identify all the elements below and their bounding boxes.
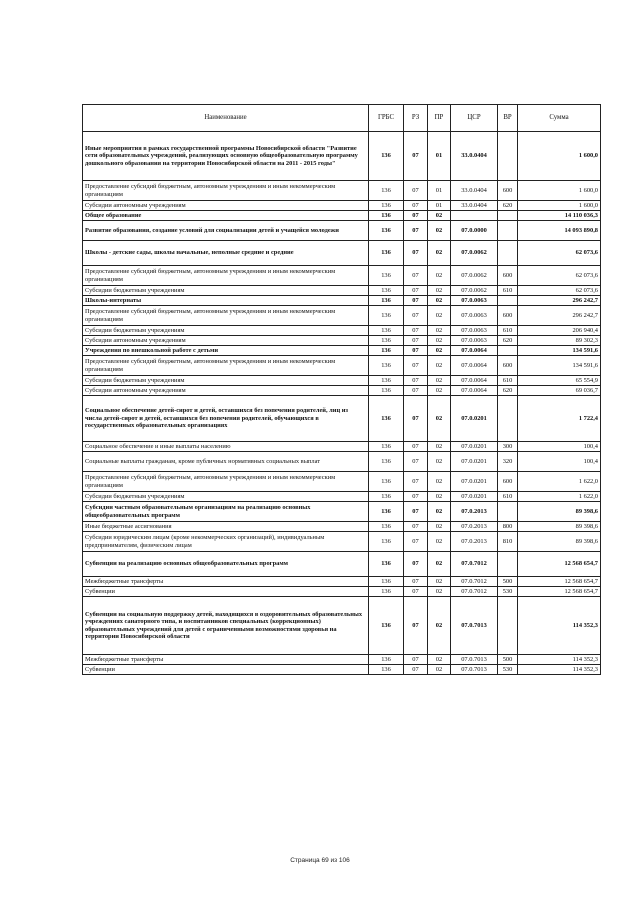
cell-csr: 07.0.0063 [451,326,498,336]
cell-sum: 1 600,0 [518,201,601,211]
cell-pr: 02 [428,211,451,221]
cell-rz: 07 [404,396,428,442]
cell-sum: 14 093 890,8 [518,221,601,241]
cell-sum: 14 110 036,3 [518,211,601,221]
cell-name: Предоставление субсидий бюджетным, автономным учреждениям и иным некоммерческим организациям [83,472,369,492]
cell-csr: 07.0.0063 [451,336,498,346]
cell-name: Предоставление субсидий бюджетным, автономным учреждениям и иным некоммерческим организациям [83,181,369,201]
cell-pr: 02 [428,492,451,502]
cell-pr: 02 [428,552,451,577]
cell-vr: 620 [498,201,518,211]
table-row [83,336,601,346]
table-row [83,597,601,655]
cell-vr: 530 [498,665,518,675]
cell-rz: 07 [404,241,428,266]
cell-grbs: 136 [369,502,404,522]
table-row [83,221,601,241]
cell-sum: 134 591,6 [518,346,601,356]
cell-rz: 07 [404,665,428,675]
cell-grbs: 136 [369,132,404,181]
cell-rz: 07 [404,552,428,577]
cell-name: Субсидии автономным учреждениям [83,201,369,211]
cell-csr: 07.0.7012 [451,552,498,577]
cell-grbs: 136 [369,346,404,356]
cell-sum: 296 242,7 [518,296,601,306]
table-row [83,492,601,502]
cell-csr: 07.0.2013 [451,502,498,522]
cell-sum: 296 242,7 [518,306,601,326]
cell-rz: 07 [404,522,428,532]
cell-rz: 07 [404,587,428,597]
cell-csr: 07.0.0064 [451,356,498,376]
cell-grbs: 136 [369,356,404,376]
table-row [83,587,601,597]
cell-pr: 02 [428,522,451,532]
cell-vr [498,396,518,442]
table-row [83,452,601,472]
table-row [83,286,601,296]
table-row [83,356,601,376]
cell-name: Субсидии бюджетным учреждениям [83,376,369,386]
header-grbs: ГРБС [369,105,404,132]
cell-name: Субсидии бюджетным учреждениям [83,326,369,336]
cell-pr: 02 [428,296,451,306]
cell-name: Субвенции [83,665,369,675]
cell-sum: 1 622,0 [518,472,601,492]
cell-name: Межбюджетные трансферты [83,655,369,665]
cell-csr: 07.0.7012 [451,577,498,587]
cell-grbs: 136 [369,326,404,336]
cell-name: Субвенции [83,587,369,597]
cell-csr: 07.0.0201 [451,396,498,442]
cell-rz: 07 [404,532,428,552]
cell-csr: 07.0.2013 [451,532,498,552]
table-row [83,396,601,442]
header-pr: ПР [428,105,451,132]
cell-pr: 01 [428,181,451,201]
cell-name: Предоставление субсидий бюджетным, автономным учреждениям и иным некоммерческим организациям [83,356,369,376]
cell-grbs: 136 [369,201,404,211]
cell-sum: 12 568 654,7 [518,552,601,577]
header-name: Наименование [83,105,369,132]
cell-vr [498,346,518,356]
budget-table [82,104,601,675]
header-csr: ЦСР [451,105,498,132]
cell-grbs: 136 [369,665,404,675]
cell-vr: 610 [498,326,518,336]
cell-rz: 07 [404,336,428,346]
cell-csr [451,211,498,221]
cell-pr: 02 [428,221,451,241]
cell-rz: 07 [404,452,428,472]
table-row [83,181,601,201]
table-row [83,266,601,286]
cell-name: Субсидии юридическим лицам (кроме некоммерческих организаций), индивидуальным предпринимателям, физическим лицам [83,532,369,552]
table-row [83,532,601,552]
cell-grbs: 136 [369,296,404,306]
table-row [83,211,601,221]
table-row [83,552,601,577]
cell-pr: 02 [428,286,451,296]
cell-sum: 12 568 654,7 [518,577,601,587]
cell-sum: 100,4 [518,452,601,472]
cell-grbs: 136 [369,597,404,655]
header-vr: ВР [498,105,518,132]
cell-vr: 500 [498,577,518,587]
cell-pr: 02 [428,386,451,396]
cell-csr: 07.0.7013 [451,655,498,665]
cell-grbs: 136 [369,587,404,597]
cell-sum: 62 073,6 [518,286,601,296]
cell-csr: 07.0.0064 [451,386,498,396]
cell-csr: 33.0.0404 [451,132,498,181]
cell-sum: 1 600,0 [518,132,601,181]
cell-rz: 07 [404,306,428,326]
cell-vr: 800 [498,522,518,532]
cell-grbs: 136 [369,452,404,472]
cell-csr: 07.0.0062 [451,241,498,266]
cell-name: Межбюджетные трансферты [83,577,369,587]
cell-sum: 89 398,6 [518,502,601,522]
cell-rz: 07 [404,326,428,336]
cell-pr: 02 [428,346,451,356]
cell-csr: 07.0.0062 [451,266,498,286]
cell-sum: 62 073,6 [518,266,601,286]
table-row [83,472,601,492]
cell-name: Субвенции на реализацию основных общеобразовательных программ [83,552,369,577]
cell-csr: 07.0.0062 [451,286,498,296]
cell-rz: 07 [404,266,428,286]
cell-pr: 02 [428,502,451,522]
cell-rz: 07 [404,442,428,452]
table-row [83,386,601,396]
cell-csr: 07.0.0064 [451,346,498,356]
cell-name: Развитие образования, создание условий для социализации детей и учащейся молодежи [83,221,369,241]
cell-name: Школы - детские сады, школы начальные, неполные средние и средние [83,241,369,266]
cell-grbs: 136 [369,396,404,442]
cell-grbs: 136 [369,336,404,346]
cell-pr: 02 [428,326,451,336]
cell-rz: 07 [404,211,428,221]
cell-pr: 01 [428,132,451,181]
cell-pr: 02 [428,665,451,675]
cell-name: Субсидии автономным учреждениям [83,336,369,346]
cell-vr: 620 [498,336,518,346]
cell-vr: 300 [498,442,518,452]
cell-vr: 600 [498,266,518,286]
cell-name: Общее образование [83,211,369,221]
cell-csr: 33.0.0404 [451,201,498,211]
cell-pr: 02 [428,396,451,442]
cell-grbs: 136 [369,211,404,221]
cell-pr: 02 [428,655,451,665]
cell-vr [498,211,518,221]
cell-name: Учреждения по внешкольной работе с детьми [83,346,369,356]
cell-name: Субсидии частным образовательным организациям на реализацию основных общеобразовательных программ [83,502,369,522]
table-row [83,502,601,522]
cell-vr: 610 [498,286,518,296]
cell-sum: 206 940,4 [518,326,601,336]
table-row [83,577,601,587]
cell-vr [498,552,518,577]
cell-vr [498,132,518,181]
cell-csr: 07.0.0201 [451,452,498,472]
table-row [83,442,601,452]
cell-rz: 07 [404,221,428,241]
cell-sum: 12 568 654,7 [518,587,601,597]
cell-name: Предоставление субсидий бюджетным, автономным учреждениям и иным некоммерческим организациям [83,266,369,286]
cell-grbs: 136 [369,181,404,201]
cell-rz: 07 [404,492,428,502]
cell-vr: 500 [498,655,518,665]
cell-pr: 02 [428,442,451,452]
cell-vr: 620 [498,386,518,396]
cell-grbs: 136 [369,286,404,296]
cell-name: Субсидии автономным учреждениям [83,386,369,396]
cell-sum: 100,4 [518,442,601,452]
cell-vr: 810 [498,532,518,552]
cell-name: Предоставление субсидий бюджетным, автономным учреждениям и иным некоммерческим организациям [83,306,369,326]
cell-rz: 07 [404,356,428,376]
cell-rz: 07 [404,577,428,587]
cell-pr: 02 [428,577,451,587]
cell-grbs: 136 [369,492,404,502]
cell-csr: 07.0.7013 [451,665,498,675]
cell-sum: 62 073,6 [518,241,601,266]
cell-name: Социальное обеспечение и иные выплаты населению [83,442,369,452]
cell-sum: 89 398,6 [518,522,601,532]
cell-sum: 1 722,4 [518,396,601,442]
cell-sum: 69 036,7 [518,386,601,396]
cell-vr: 610 [498,376,518,386]
page-number: Страница 69 из 106 [290,857,350,864]
cell-rz: 07 [404,472,428,492]
cell-csr: 07.0.0064 [451,376,498,386]
cell-vr: 600 [498,306,518,326]
cell-rz: 07 [404,655,428,665]
cell-vr: 600 [498,356,518,376]
cell-rz: 07 [404,502,428,522]
table-header-row [83,105,601,132]
cell-vr: 600 [498,181,518,201]
cell-grbs: 136 [369,655,404,665]
cell-grbs: 136 [369,221,404,241]
cell-rz: 07 [404,597,428,655]
cell-sum: 65 554,9 [518,376,601,386]
cell-grbs: 136 [369,386,404,396]
cell-pr: 02 [428,241,451,266]
cell-vr [498,502,518,522]
table-row [83,665,601,675]
cell-vr: 600 [498,472,518,492]
table-row [83,201,601,211]
table-row [83,326,601,336]
cell-grbs: 136 [369,376,404,386]
cell-name: Субвенции на социальную поддержку детей, находящихся в оздоровительных образовательных учреждениях санаторного типа, и воспитанников специальных (коррекционных) образовательных учреждений для детей с ограниченными возможностями здоровья на территории Новосибирской области [83,597,369,655]
header-sum: Сумма [518,105,601,132]
cell-vr: 320 [498,452,518,472]
cell-name: Субсидии бюджетным учреждениям [83,492,369,502]
cell-csr: 07.0.0063 [451,296,498,306]
cell-vr [498,221,518,241]
table-row [83,346,601,356]
cell-grbs: 136 [369,266,404,286]
cell-rz: 07 [404,386,428,396]
cell-vr [498,296,518,306]
cell-name: Школы-интернаты [83,296,369,306]
table-row [83,522,601,532]
cell-csr: 07.0.7013 [451,597,498,655]
cell-name: Субсидии бюджетным учреждениям [83,286,369,296]
cell-name: Социальные выплаты гражданам, кроме публичных нормативных социальных выплат [83,452,369,472]
cell-sum: 1 600,0 [518,181,601,201]
cell-rz: 07 [404,346,428,356]
cell-grbs: 136 [369,306,404,326]
cell-grbs: 136 [369,442,404,452]
cell-pr: 02 [428,587,451,597]
table-row [83,306,601,326]
cell-sum: 114 352,3 [518,655,601,665]
cell-pr: 02 [428,376,451,386]
cell-rz: 07 [404,132,428,181]
cell-vr [498,241,518,266]
cell-sum: 114 352,3 [518,665,601,675]
cell-grbs: 136 [369,472,404,492]
table-row [83,296,601,306]
cell-sum: 114 352,3 [518,597,601,655]
cell-sum: 134 591,6 [518,356,601,376]
cell-name: Социальное обеспечение детей-сирот и детей, оставшихся без попечения родителей, лиц из числа детей-сирот и детей, оставшихся без попечения родителей, обучающихся в государственных образовательных организациях [83,396,369,442]
cell-pr: 02 [428,597,451,655]
cell-pr: 02 [428,336,451,346]
cell-csr: 07.0.0063 [451,306,498,326]
cell-grbs: 136 [369,577,404,587]
cell-sum: 89 302,3 [518,336,601,346]
cell-pr: 02 [428,472,451,492]
cell-csr: 07.0.0201 [451,442,498,452]
cell-vr: 610 [498,492,518,502]
header-rz: РЗ [404,105,428,132]
cell-name: Иные бюджетные ассигнования [83,522,369,532]
table-row [83,241,601,266]
cell-rz: 07 [404,181,428,201]
cell-rz: 07 [404,376,428,386]
cell-sum: 1 622,0 [518,492,601,502]
cell-csr: 33.0.0404 [451,181,498,201]
cell-csr: 07.0.0000 [451,221,498,241]
cell-grbs: 136 [369,241,404,266]
cell-grbs: 136 [369,532,404,552]
cell-csr: 07.0.0201 [451,472,498,492]
cell-pr: 02 [428,356,451,376]
cell-csr: 07.0.2013 [451,522,498,532]
cell-grbs: 136 [369,522,404,532]
table-row [83,132,601,181]
cell-sum: 89 398,6 [518,532,601,552]
table-row [83,655,601,665]
cell-vr [498,597,518,655]
cell-grbs: 136 [369,552,404,577]
cell-pr: 02 [428,452,451,472]
cell-name: Иные мероприятия в рамках государственной программы Новосибирской области "Развитие сети образовательных учреждений, реализующих основную общеобразовательную программу дошкольного образования на территории Новосибирской области на 2011 - 2015 годы" [83,132,369,181]
cell-pr: 02 [428,306,451,326]
cell-pr: 02 [428,266,451,286]
table-row [83,376,601,386]
cell-csr: 07.0.7012 [451,587,498,597]
cell-pr: 02 [428,532,451,552]
cell-vr: 530 [498,587,518,597]
cell-rz: 07 [404,201,428,211]
cell-rz: 07 [404,296,428,306]
cell-rz: 07 [404,286,428,296]
cell-csr: 07.0.0201 [451,492,498,502]
cell-pr: 01 [428,201,451,211]
